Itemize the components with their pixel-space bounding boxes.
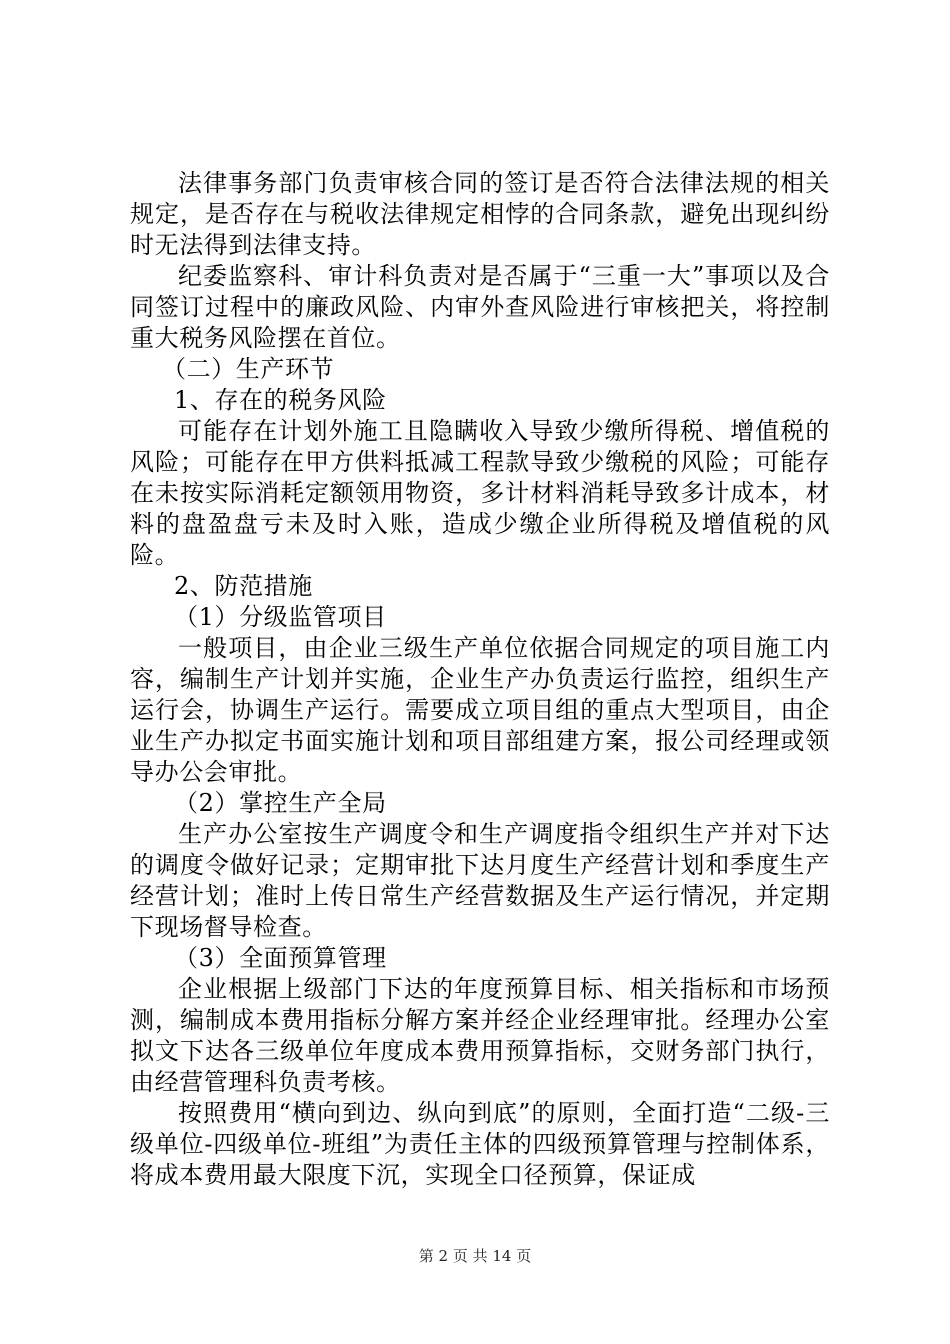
item-heading-tax-risks: 1、存在的税务风险 [174,386,387,414]
subheading-production-control: （2）掌控生产全局 [174,789,387,817]
subheading-graded-supervision: （1）分级监管项目 [174,603,387,631]
section-heading-production: （二）生产环节 [162,355,335,383]
paragraph-cost-principle: 按照费用“横向到边、纵向到底”的原则，全面打造“二级-三级单位-四级单位-班组”为责任主体的四级预算管理与控制体系，将成本费用最大限度下沉，实现全口径预算，保证成 [130,1099,830,1189]
document-body [130,168,830,1191]
subheading-budget-management: （3）全面预算管理 [174,944,387,972]
paragraph-legal-review: 法律事务部门负责审核合同的签订是否符合法律法规的相关规定，是否存在与税收法律规定相悖的合同条款，避免出现纠纷时无法得到法律支持。 [130,169,830,259]
paragraph-discipline-audit: 纪委监察科、审计科负责对是否属于“三重一大”事项以及合同签订过程中的廉政风险、内审外查风险进行审核把关，将控制重大税务风险摆在首位。 [130,262,830,352]
paragraph-tax-risks: 可能存在计划外施工且隐瞒收入导致少缴所得税、增值税的风险；可能存在甲方供料抵减工程款导致少缴税的风险；可能存在未按实际消耗定额领用物资，多计材料消耗导致多计成本，材料的盘盈盘亏未及时入账，造成少缴企业所得税及增值税的风险。 [130,417,830,569]
paragraph-budget-management: 企业根据上级部门下达的年度预算目标、相关指标和市场预测，编制成本费用指标分解方案并经企业经理审批。经理办公室拟文下达各三级单位年度成本费用预算指标，交财务部门执行，由经营管理科负责考核。 [130,975,830,1096]
paragraph-graded-supervision: 一般项目，由企业三级生产单位依据合同规定的项目施工内容，编制生产计划并实施，企业生产办负责运行监控，组织生产运行会，协调生产运行。需要成立项目组的重点大型项目，由企业生产办拟定书面实施计划和项目部组建方案，报公司经理或领导办公会审批。 [130,634,830,786]
page-number-footer: 第 2 页 共 14 页 [418,1247,532,1265]
item-heading-measures: 2、防范措施 [174,572,313,600]
paragraph-production-control: 生产办公室按生产调度令和生产调度指令组织生产并对下达的调度令做好记录；定期审批下达月度生产经营计划和季度生产经营计划；准时上传日常生产经营数据及生产运行情况，并定期下现场督导检查。 [130,820,830,941]
